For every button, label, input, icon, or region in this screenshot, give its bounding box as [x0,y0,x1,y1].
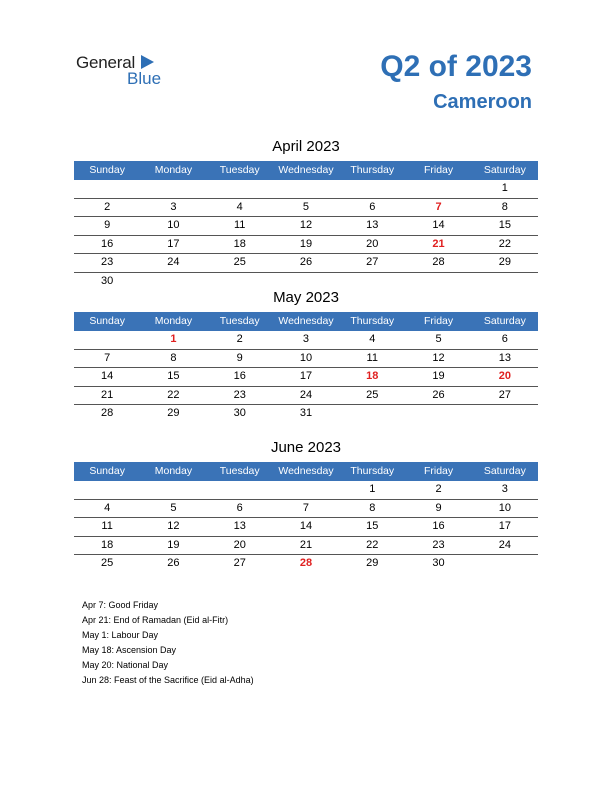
day-cell: 6 [501,333,508,345]
day-cell: 14 [299,520,313,533]
weekday-label: Tuesday [219,164,260,176]
month-calendar-may [74,287,538,423]
weekday-label: Wednesday [278,465,334,477]
day-cell: 12 [299,219,313,232]
holiday-note: May 18: Ascension Day [82,645,177,655]
day-cell: 30 [233,407,246,420]
day-cell: 7 [435,200,442,213]
day-cell: 16 [233,370,246,383]
weekday-label: Saturday [483,465,526,477]
day-cell: 15 [167,370,180,383]
generalblue-logo [76,52,176,92]
day-cell: 21 [299,538,313,551]
week-row [74,350,538,369]
weekday-label: Tuesday [219,315,260,327]
weekday-label: Tuesday [219,465,260,477]
day-cell: 30 [101,274,114,287]
day-cell: 29 [498,256,511,269]
day-cell: 24 [498,538,511,551]
weekday-header [74,312,538,331]
day-cell: 3 [501,483,508,495]
week-row [74,537,538,556]
day-cell [207,481,273,499]
day-cell: 17 [498,520,511,533]
day-cell [472,555,538,573]
week-row [74,555,538,573]
week-row [74,217,538,236]
weekday-label: Thursday [350,315,395,327]
day-cell: 11 [366,351,378,364]
day-cell: 1 [369,483,376,495]
week-row [74,199,538,218]
day-cell: 25 [233,256,246,269]
day-cell: 28 [101,407,114,420]
day-cell: 12 [432,351,445,364]
day-cell [405,180,471,198]
day-cell: 1 [170,333,177,345]
day-cell: 14 [101,370,114,383]
holiday-notes [82,598,254,688]
day-cell: 26 [432,388,445,401]
week-row [74,254,538,273]
day-cell: 23 [233,388,246,401]
day-cell: 28 [432,256,445,269]
holiday-note: Apr 7: Good Friday [82,600,159,610]
holiday-note: May 20: National Day [82,660,169,670]
day-cell [207,180,273,198]
week-row [74,387,538,406]
weekday-label: Wednesday [278,315,334,327]
day-cell: 5 [435,333,442,345]
week-row [74,331,538,350]
day-cell: 13 [498,351,511,364]
day-cell: 22 [167,388,180,401]
day-cell: 10 [498,501,511,514]
week-row [74,236,538,255]
day-cell: 19 [167,538,180,551]
day-cell: 21 [432,237,445,250]
weekday-header [74,161,538,180]
week-row [74,405,538,423]
day-cell: 27 [498,388,511,401]
logo-general-text: General [76,53,136,72]
day-cell: 11 [101,520,113,533]
month-title: May 2023 [273,289,339,306]
weekday-label: Friday [423,315,454,327]
holiday-note: Jun 28: Feast of the Sacrifice (Eid al-Adha) [82,675,254,685]
weekday-label: Thursday [350,465,395,477]
day-cell: 16 [432,520,445,533]
weekday-label: Friday [423,164,454,176]
day-cell: 27 [366,256,379,269]
day-cell [405,405,471,423]
day-cell: 2 [104,200,111,213]
weekday-label: Monday [154,164,193,176]
weekday-label: Friday [423,465,454,477]
day-cell: 7 [104,351,111,364]
day-cell: 2 [236,333,243,345]
week-row [74,500,538,519]
day-cell: 19 [432,370,445,383]
day-cell: 12 [167,520,180,533]
day-cell: 27 [233,557,246,570]
weekday-label: Sunday [89,315,125,327]
week-row [74,180,538,199]
day-cell: 18 [233,237,246,250]
day-cell: 3 [302,333,310,345]
day-cell: 25 [366,388,379,401]
week-row [74,481,538,500]
day-cell: 14 [432,219,445,232]
day-cell: 4 [236,200,243,213]
day-cell [339,405,405,423]
month-calendar-june [74,437,538,573]
day-cell: 24 [167,256,180,269]
day-cell: 11 [233,219,246,232]
day-cell: 6 [369,200,376,213]
day-cell: 1 [501,182,508,194]
day-cell: 19 [299,237,313,250]
weekday-label: Sunday [89,465,125,477]
day-cell: 13 [366,219,379,232]
week-row [74,368,538,387]
day-cell: 8 [369,501,376,514]
day-cell: 7 [302,501,310,514]
day-cell: 9 [435,501,442,514]
day-cell: 20 [233,538,246,551]
day-cell: 29 [167,407,180,420]
quarter-title: Q2 of 2023 [380,50,532,83]
day-cell: 28 [299,557,313,570]
day-cell: 2 [435,483,442,495]
day-cell [339,180,405,198]
day-cell [273,481,339,499]
day-cell: 13 [233,520,246,533]
country-name: Cameroon [433,91,532,113]
weekday-label: Sunday [89,164,125,176]
day-cell [74,180,140,198]
day-cell: 18 [101,538,114,551]
month-title: June 2023 [270,439,342,456]
day-cell [472,405,538,423]
month-title: April 2023 [272,138,340,155]
day-cell: 3 [170,200,177,213]
day-cell: 4 [104,501,111,514]
day-cell: 30 [432,557,445,570]
day-cell [74,481,140,499]
day-cell: 29 [366,557,379,570]
weekday-label: Saturday [483,315,526,327]
day-cell [140,481,206,499]
day-cell: 9 [104,219,111,232]
day-cell [273,180,339,198]
day-cell: 31 [299,407,313,420]
day-cell: 4 [369,333,376,345]
day-cell: 22 [366,538,379,551]
day-cell: 5 [302,200,310,213]
day-cell: 10 [167,219,180,232]
day-cell: 18 [366,370,379,383]
day-cell: 15 [498,219,511,232]
weekday-label: Monday [154,465,193,477]
weekday-label: Saturday [483,164,526,176]
day-cell: 24 [299,388,313,401]
month-calendar-april [74,136,538,291]
day-cell: 15 [366,520,379,533]
day-cell: 26 [167,557,180,570]
day-cell: 6 [236,501,243,514]
weekday-label: Monday [154,315,193,327]
day-cell: 22 [498,237,511,250]
day-cell: 21 [101,388,114,401]
day-cell: 25 [101,557,114,570]
day-cell: 9 [236,351,243,364]
weekday-label: Thursday [350,164,395,176]
day-cell: 10 [299,351,313,364]
day-cell: 26 [299,256,313,269]
day-cell: 17 [299,370,313,383]
day-cell [74,331,140,349]
day-cell: 20 [366,237,379,250]
weekday-label: Wednesday [278,164,334,176]
day-cell: 20 [498,370,511,383]
day-cell: 23 [432,538,445,551]
logo-blue-text: Blue [127,69,162,88]
day-cell: 5 [170,501,177,514]
day-cell [140,180,206,198]
logo-triangle-icon [141,55,154,69]
holiday-note: May 1: Labour Day [82,630,159,640]
day-cell: 8 [501,200,508,213]
weekday-header [74,462,538,481]
day-cell: 16 [101,237,114,250]
day-cell: 17 [167,237,180,250]
holiday-note: Apr 21: End of Ramadan (Eid al-Fitr) [82,615,229,625]
week-row [74,518,538,537]
day-cell: 8 [170,351,177,364]
day-cell: 23 [101,256,114,269]
